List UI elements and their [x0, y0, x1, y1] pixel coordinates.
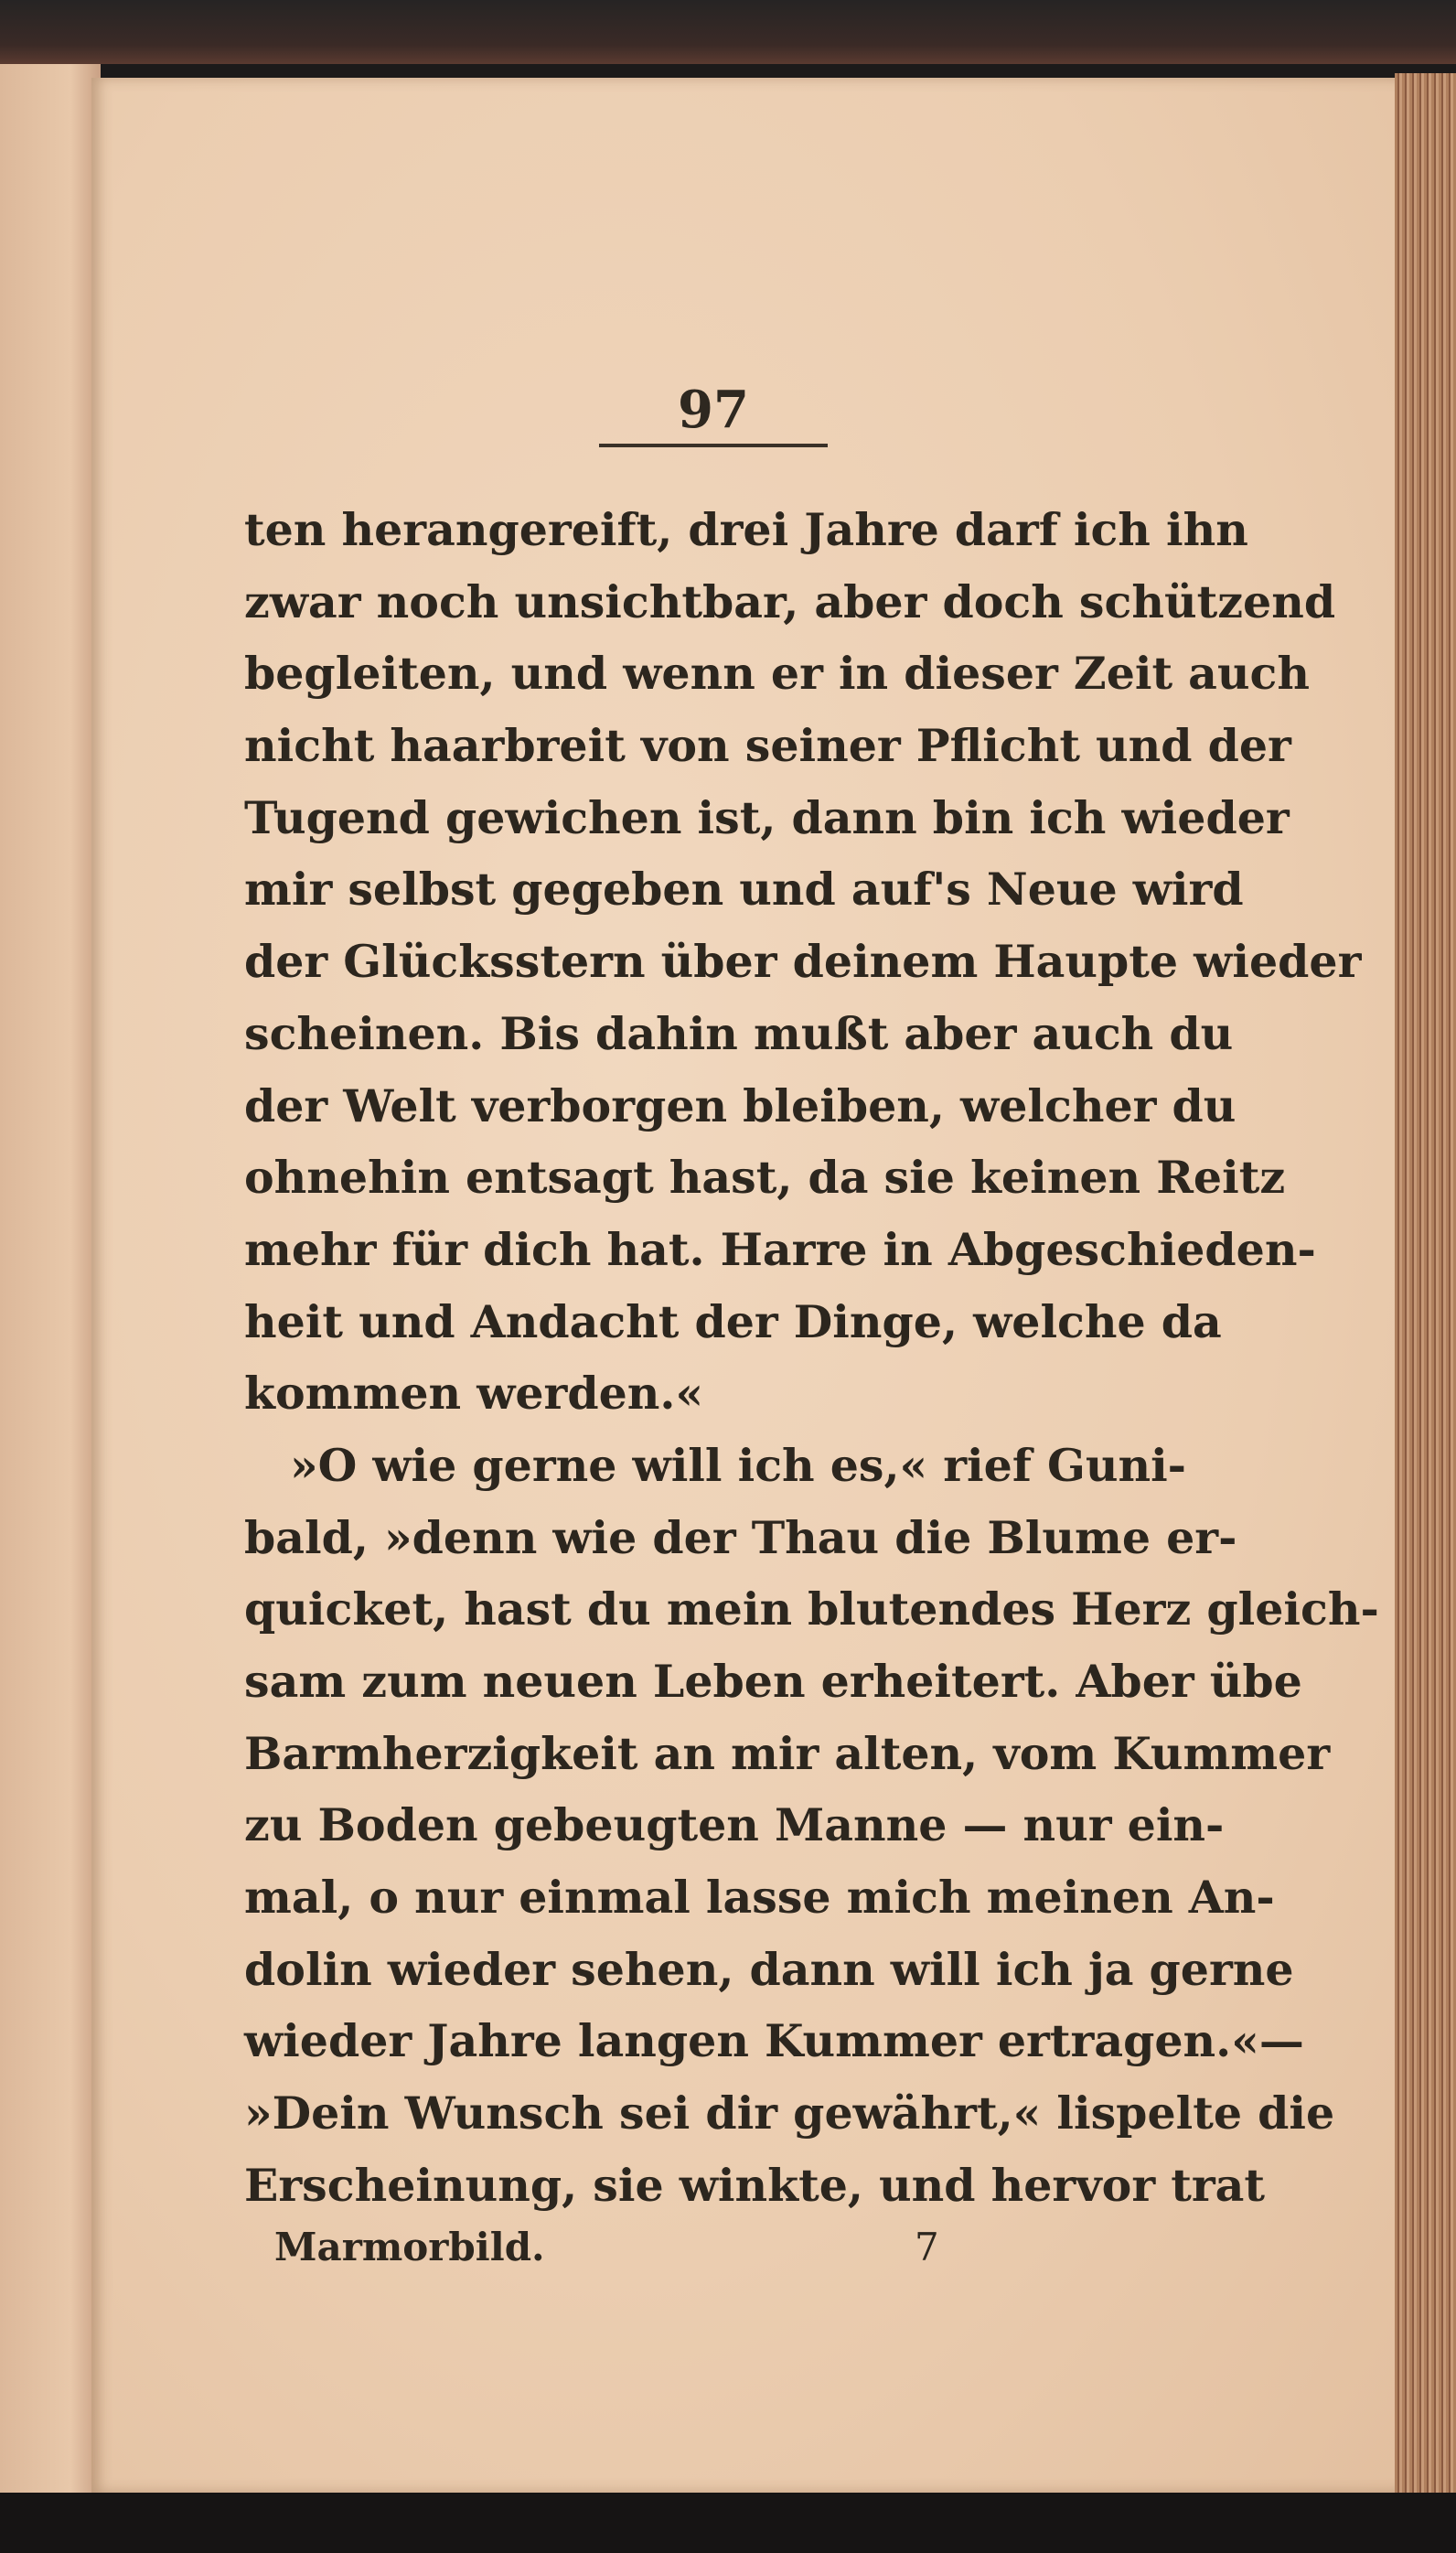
- text-line: begleiten, und wenn er in dieser Zeit auch: [244, 647, 1311, 701]
- facing-page-edge: [0, 64, 101, 2497]
- text-line: sam zum neuen Leben erheitert. Aber übe: [244, 1655, 1302, 1708]
- scan-bottom-border: [0, 2493, 1456, 2553]
- text-line: mir selbst gegeben und auf's Neue wird: [244, 863, 1244, 917]
- signature-mark: Marmorbild.: [274, 2225, 545, 2269]
- scan-top-border: [0, 0, 1456, 64]
- text-line: nicht haarbreit von seiner Pflicht und der: [244, 719, 1291, 773]
- text-line: heit und Andacht der Dinge, welche da: [244, 1294, 1222, 1348]
- text-line: mehr für dich hat. Harre in Abgeschieden-: [244, 1222, 1316, 1276]
- text-line: ten herangereift, drei Jahre darf ich ihn: [244, 503, 1248, 556]
- text-line: wieder Jahre langen Kummer ertragen.«—: [244, 2014, 1304, 2068]
- text-line: »Dein Wunsch sei dir gewährt,« lispelte die: [244, 2086, 1335, 2140]
- text-line: der Welt verborgen bleiben, welcher du: [244, 1078, 1237, 1132]
- text-line: dolin wieder sehen, dann will ich ja gerne: [244, 1942, 1294, 1996]
- text-line: zwar noch unsichtbar, aber doch schützend: [244, 574, 1336, 628]
- text-line: scheinen. Bis dahin mußt aber auch du: [244, 1006, 1234, 1060]
- text-line: bald, »denn wie der Thau die Blume er-: [244, 1510, 1237, 1564]
- text-line: Tugend gewichen ist, dann bin ich wieder: [244, 790, 1290, 844]
- text-line: kommen werden.«: [244, 1367, 704, 1421]
- text-line: quicket, hast du mein blutendes Herz gleich-: [244, 1582, 1379, 1636]
- text-line: mal, o nur einmal lasse mich meinen An-: [244, 1871, 1275, 1925]
- text-line: ohnehin entsagt hast, da sie keinen Reitz: [244, 1151, 1286, 1205]
- body-text: [244, 494, 1379, 2222]
- text-line: »O wie gerne will ich es,« rief Guni-: [290, 1438, 1187, 1492]
- text-line: Erscheinung, sie winkte, und hervor trat: [244, 2158, 1266, 2212]
- text-line: zu Boden gebeugten Manne — nur ein-: [244, 1798, 1225, 1852]
- sheet-number: 7: [915, 2225, 939, 2269]
- page-stack-edge: [1395, 73, 1456, 2497]
- header-rule: [599, 444, 828, 447]
- page-number: 97: [678, 380, 749, 440]
- text-line: der Glücksstern über deinem Haupte wieder: [244, 935, 1362, 989]
- text-line: Barmherzigkeit an mir alten, vom Kummer: [244, 1726, 1331, 1780]
